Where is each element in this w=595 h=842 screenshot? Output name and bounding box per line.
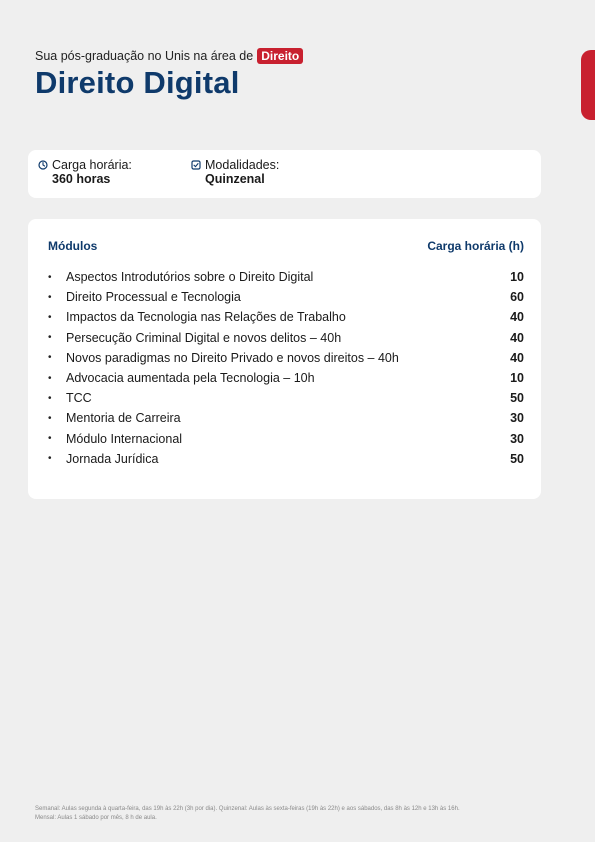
module-hours: 40 — [510, 350, 524, 365]
module-name: Direito Processual e Tecnologia — [66, 290, 241, 305]
module-left — [48, 331, 341, 345]
bullet-icon: • — [48, 311, 52, 323]
module-name: Impactos da Tecnologia nas Relações de Trabalho — [66, 310, 346, 325]
module-hours: 30 — [510, 411, 524, 426]
side-tab — [581, 50, 595, 120]
modules-header-right: Carga horária (h) — [427, 239, 524, 253]
module-name: Jornada Jurídica — [66, 451, 159, 466]
bullet-icon: • — [48, 412, 52, 424]
clock-icon — [38, 160, 48, 170]
modalidades-value: Quinzenal — [205, 172, 265, 186]
module-left — [48, 310, 346, 324]
module-left — [48, 391, 92, 405]
module-name: Mentoria de Carreira — [66, 411, 181, 426]
module-row — [48, 368, 524, 388]
bullet-icon: • — [48, 433, 52, 445]
checkbox-icon — [191, 160, 201, 170]
module-name: Módulo Internacional — [66, 431, 183, 446]
module-row — [48, 287, 524, 307]
module-left — [48, 351, 399, 365]
module-left — [48, 411, 181, 425]
info-card — [28, 150, 541, 198]
module-left — [48, 452, 158, 466]
bullet-icon: • — [48, 453, 52, 465]
module-row — [48, 388, 524, 408]
module-hours: 30 — [510, 431, 524, 446]
bullet-icon: • — [48, 291, 52, 303]
module-list — [48, 267, 524, 469]
modules-header-left: Módulos — [48, 239, 98, 253]
module-hours: 60 — [510, 290, 524, 305]
module-row — [48, 449, 524, 469]
module-row — [48, 429, 524, 449]
subtitle-line — [35, 48, 303, 64]
modules-card — [28, 219, 541, 499]
module-name: TCC — [66, 391, 92, 406]
carga-label: Carga horária: — [52, 158, 132, 172]
module-row — [48, 267, 524, 287]
modules-header — [48, 239, 524, 253]
module-row — [48, 348, 524, 368]
module-hours: 40 — [510, 330, 524, 345]
module-hours: 50 — [510, 391, 524, 406]
bullet-icon: • — [48, 271, 52, 283]
footnote-line-2: Mensal: Aulas 1 sábado por mês, 8 h de aula. — [35, 815, 157, 821]
bullet-icon: • — [48, 332, 52, 344]
module-row — [48, 307, 524, 327]
bullet-icon: • — [48, 372, 52, 384]
subtitle-text: Sua pós-graduação no Unis na área de — [35, 49, 254, 63]
carga-value: 360 horas — [52, 172, 111, 186]
module-name: Novos paradigmas no Direito Privado e novos direitos – 40h — [66, 350, 399, 365]
module-left — [48, 371, 315, 385]
carga-info — [38, 158, 191, 190]
bullet-icon: • — [48, 352, 52, 364]
module-row — [48, 408, 524, 428]
module-left — [48, 290, 241, 304]
module-row — [48, 328, 524, 348]
module-name: Persecução Criminal Digital e novos delitos – 40h — [66, 330, 342, 345]
module-hours: 10 — [510, 270, 524, 285]
module-left — [48, 270, 313, 284]
module-hours: 10 — [510, 371, 524, 386]
modalidades-info — [191, 158, 279, 190]
bullet-icon: • — [48, 392, 52, 404]
area-badge: Direito — [257, 48, 303, 64]
modalidades-label: Modalidades: — [205, 158, 280, 172]
module-left — [48, 432, 182, 446]
module-hours: 40 — [510, 310, 524, 325]
footnote-line-1: Semanal: Aulas segunda à quarta-feira, das 19h às 22h (3h por dia). Quinzenal: Aulas às sexta-feiras (19h às 22h) e aos sábados, das 8h às 12h e 13h às 16h. — [35, 806, 460, 812]
module-name: Advocacia aumentada pela Tecnologia – 10h — [66, 371, 315, 386]
module-hours: 50 — [510, 451, 524, 466]
footnote — [35, 805, 565, 823]
header — [35, 48, 303, 101]
page-title: Direito Digital — [35, 65, 240, 100]
module-name: Aspectos Introdutórios sobre o Direito Digital — [66, 270, 314, 285]
